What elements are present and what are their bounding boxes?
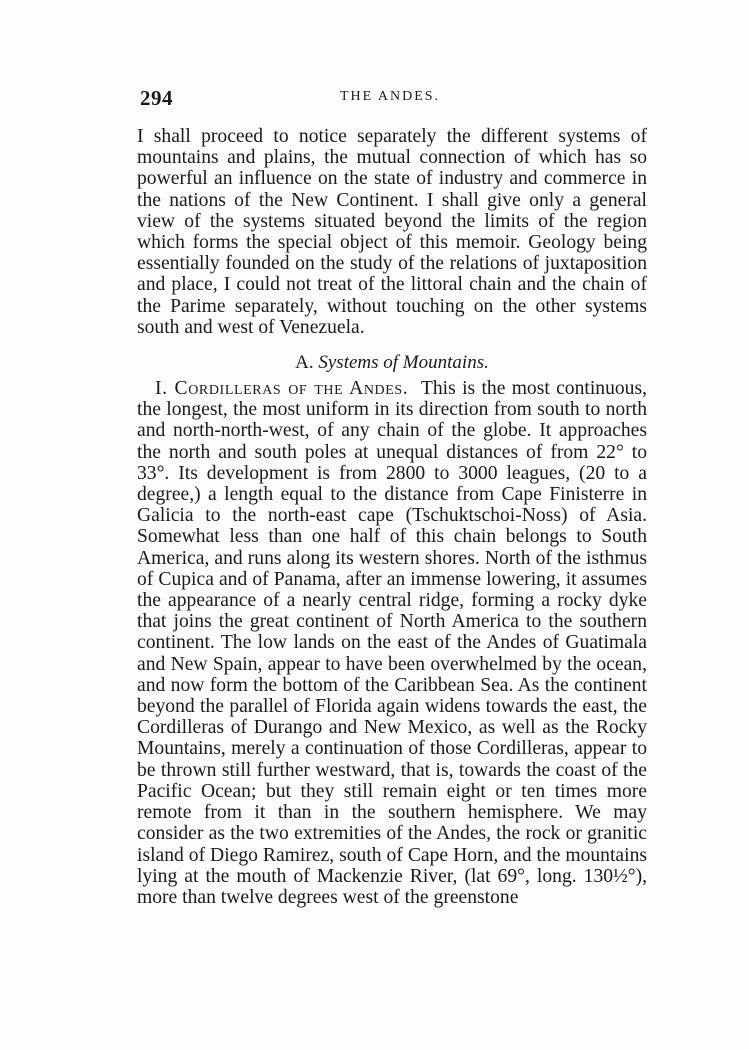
page-number: 294 — [140, 86, 173, 110]
intro-paragraph: I shall proceed to notice separately the different systems of mountains and plains, the mutual connection of which has so powerful an influence on the state of industry and commerce in the nations of the New Continent. I shall give only a general view of the systems situated beyond the limits of the region which forms the special object of this memoir. Geology being essentially founded on the study of the relations of juxtaposition and place, I could not treat of the littoral chain and the chain of the Parime separately, without touching on the other systems south and west of Venezuela. — [137, 126, 647, 338]
section-paragraph-text: This is the most continuous, the longest, the most uniform in its direction from south to north and north-north-west, of any chain of the globe. It approaches the north and south poles at unequal distances of from 22° to 33°. Its development is from 2800 to 3000 leagues, (20 to a degree,) a length equal to the distance from Cape Finisterre in Galicia to the north-east cape (Tschuktschoi-Noss) of Asia. Somewhat less than one half of this chain belongs to South America, and runs along its western shores. North of the isthmus of Cupica and of Panama, after an immense lowering, it assumes the appearance of a nearly central ridge, forming a rocky dyke that joins the great continent of North America to the southern continent. The low lands on the east of the Andes of Guatimala and New Spain, appear to have been overwhelmed by the ocean, and now form the bottom of the Caribbean Sea. As the continent beyond the parallel of Florida again widens towards the east, the Cordilleras of Durango and New Mexico, as well as the Rocky Mountains, merely a continuation of those Cordilleras, appear to be thrown still further westward, that is, towards the coast of the Pacific Ocean; but they still remain eight or ten times more remote from it than in the southern hemisphere. We may consider as the two extremities of the Andes, the rock or granitic island of Diego Ramirez, south of Cape Horn, and the mountains lying at the mouth of Mackenzie River, (lat 69°, long. 130½°), more than twelve degrees west of the greenstone — [137, 378, 648, 908]
section-paragraph-lead: I. Cordilleras of the Andes. — [155, 378, 409, 400]
running-title: THE ANDES. — [339, 89, 441, 104]
section-heading-letter: A. — [295, 352, 314, 374]
section-paragraph — [137, 378, 647, 908]
page-body — [137, 126, 647, 908]
section-heading-title: Systems of Mountains. — [318, 352, 489, 374]
page-header — [140, 86, 640, 112]
section-heading — [137, 352, 647, 374]
